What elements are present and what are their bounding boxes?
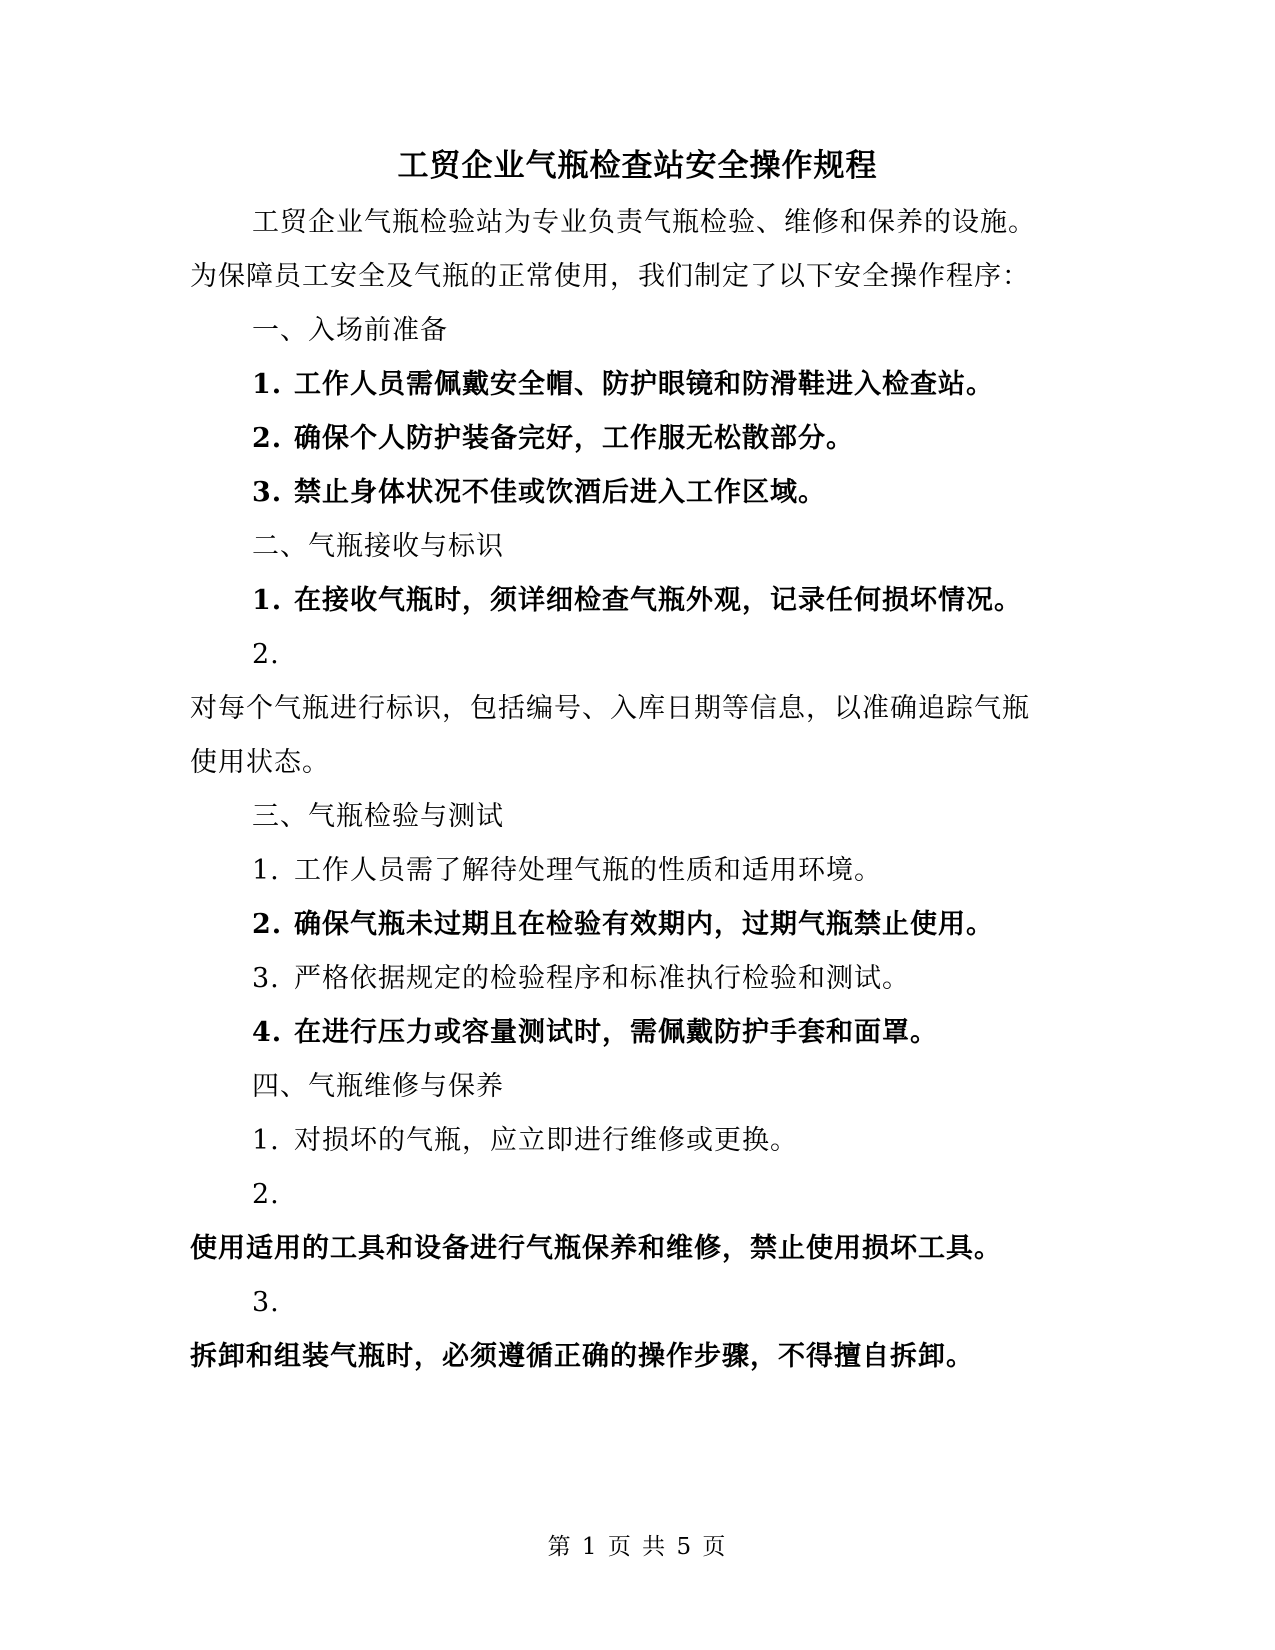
list-item-text: 在接收气瓶时，须详细检查气瓶外观，记录任何损坏情况。 (294, 585, 1022, 616)
list-item-text: 在进行压力或容量测试时，需佩戴防护手套和面罩。 (294, 1017, 938, 1048)
intro-line-2: 为保障员工安全及气瓶的正常使用，我们制定了以下安全操作程序： (190, 261, 1030, 292)
list-item-number: 4. (252, 1017, 283, 1048)
list-item (252, 584, 1022, 618)
list-item-text-continued: 使用状态。 (190, 747, 330, 778)
section-heading-4: 四、气瓶维修与保养 (252, 1071, 504, 1102)
list-item-text: 对损坏的气瓶，应立即进行维修或更换。 (294, 1125, 798, 1156)
section-heading-2: 二、气瓶接收与标识 (252, 531, 504, 562)
list-item-number: 1. (252, 855, 280, 886)
list-item-text: 确保个人防护装备完好，工作服无松散部分。 (294, 423, 854, 454)
document-title: 工贸企业气瓶检查站安全操作规程 (397, 148, 878, 184)
list-item (252, 854, 882, 888)
list-item-text: 使用适用的工具和设备进行气瓶保养和维修，禁止使用损坏工具。 (190, 1233, 1002, 1264)
list-item-number: 1. (252, 585, 283, 616)
list-item-text: 拆卸和组装气瓶时，必须遵循正确的操作步骤，不得擅自拆卸。 (190, 1341, 974, 1372)
intro-line-1: 工贸企业气瓶检验站为专业负责气瓶检验、维修和保养的设施。 (252, 207, 1036, 238)
page-indicator: 第 1 页 共 5 页 (547, 1534, 728, 1560)
list-item (252, 908, 994, 942)
list-item-number: 2. (252, 639, 280, 670)
list-item (252, 1016, 938, 1050)
list-item (252, 962, 910, 996)
list-item-number: 1. (252, 1125, 280, 1156)
list-item-number: 2. (252, 423, 283, 454)
list-item (252, 476, 826, 510)
list-item-number: 3. (252, 477, 283, 508)
list-item-number: 2. (252, 909, 283, 940)
list-item-number: 1. (252, 369, 283, 400)
list-item (252, 1124, 798, 1158)
section-heading-3: 三、气瓶检验与测试 (252, 801, 504, 832)
list-item (252, 368, 994, 402)
list-item-text: 严格依据规定的检验程序和标准执行检验和测试。 (294, 963, 910, 994)
list-item-text: 对每个气瓶进行标识，包括编号、入库日期等信息，以准确追踪气瓶 (190, 693, 1030, 724)
list-item-number: 3. (252, 1287, 280, 1318)
list-item-text: 禁止身体状况不佳或饮酒后进入工作区域。 (294, 477, 826, 508)
list-item (252, 422, 854, 456)
list-item-number: 3. (252, 963, 280, 994)
list-item-number: 2. (252, 1179, 280, 1210)
list-item-text: 确保气瓶未过期且在检验有效期内，过期气瓶禁止使用。 (294, 909, 994, 940)
section-heading-1: 一、入场前准备 (252, 315, 448, 346)
list-item-text: 工作人员需了解待处理气瓶的性质和适用环境。 (294, 855, 882, 886)
list-item-text: 工作人员需佩戴安全帽、防护眼镜和防滑鞋进入检查站。 (294, 369, 994, 400)
